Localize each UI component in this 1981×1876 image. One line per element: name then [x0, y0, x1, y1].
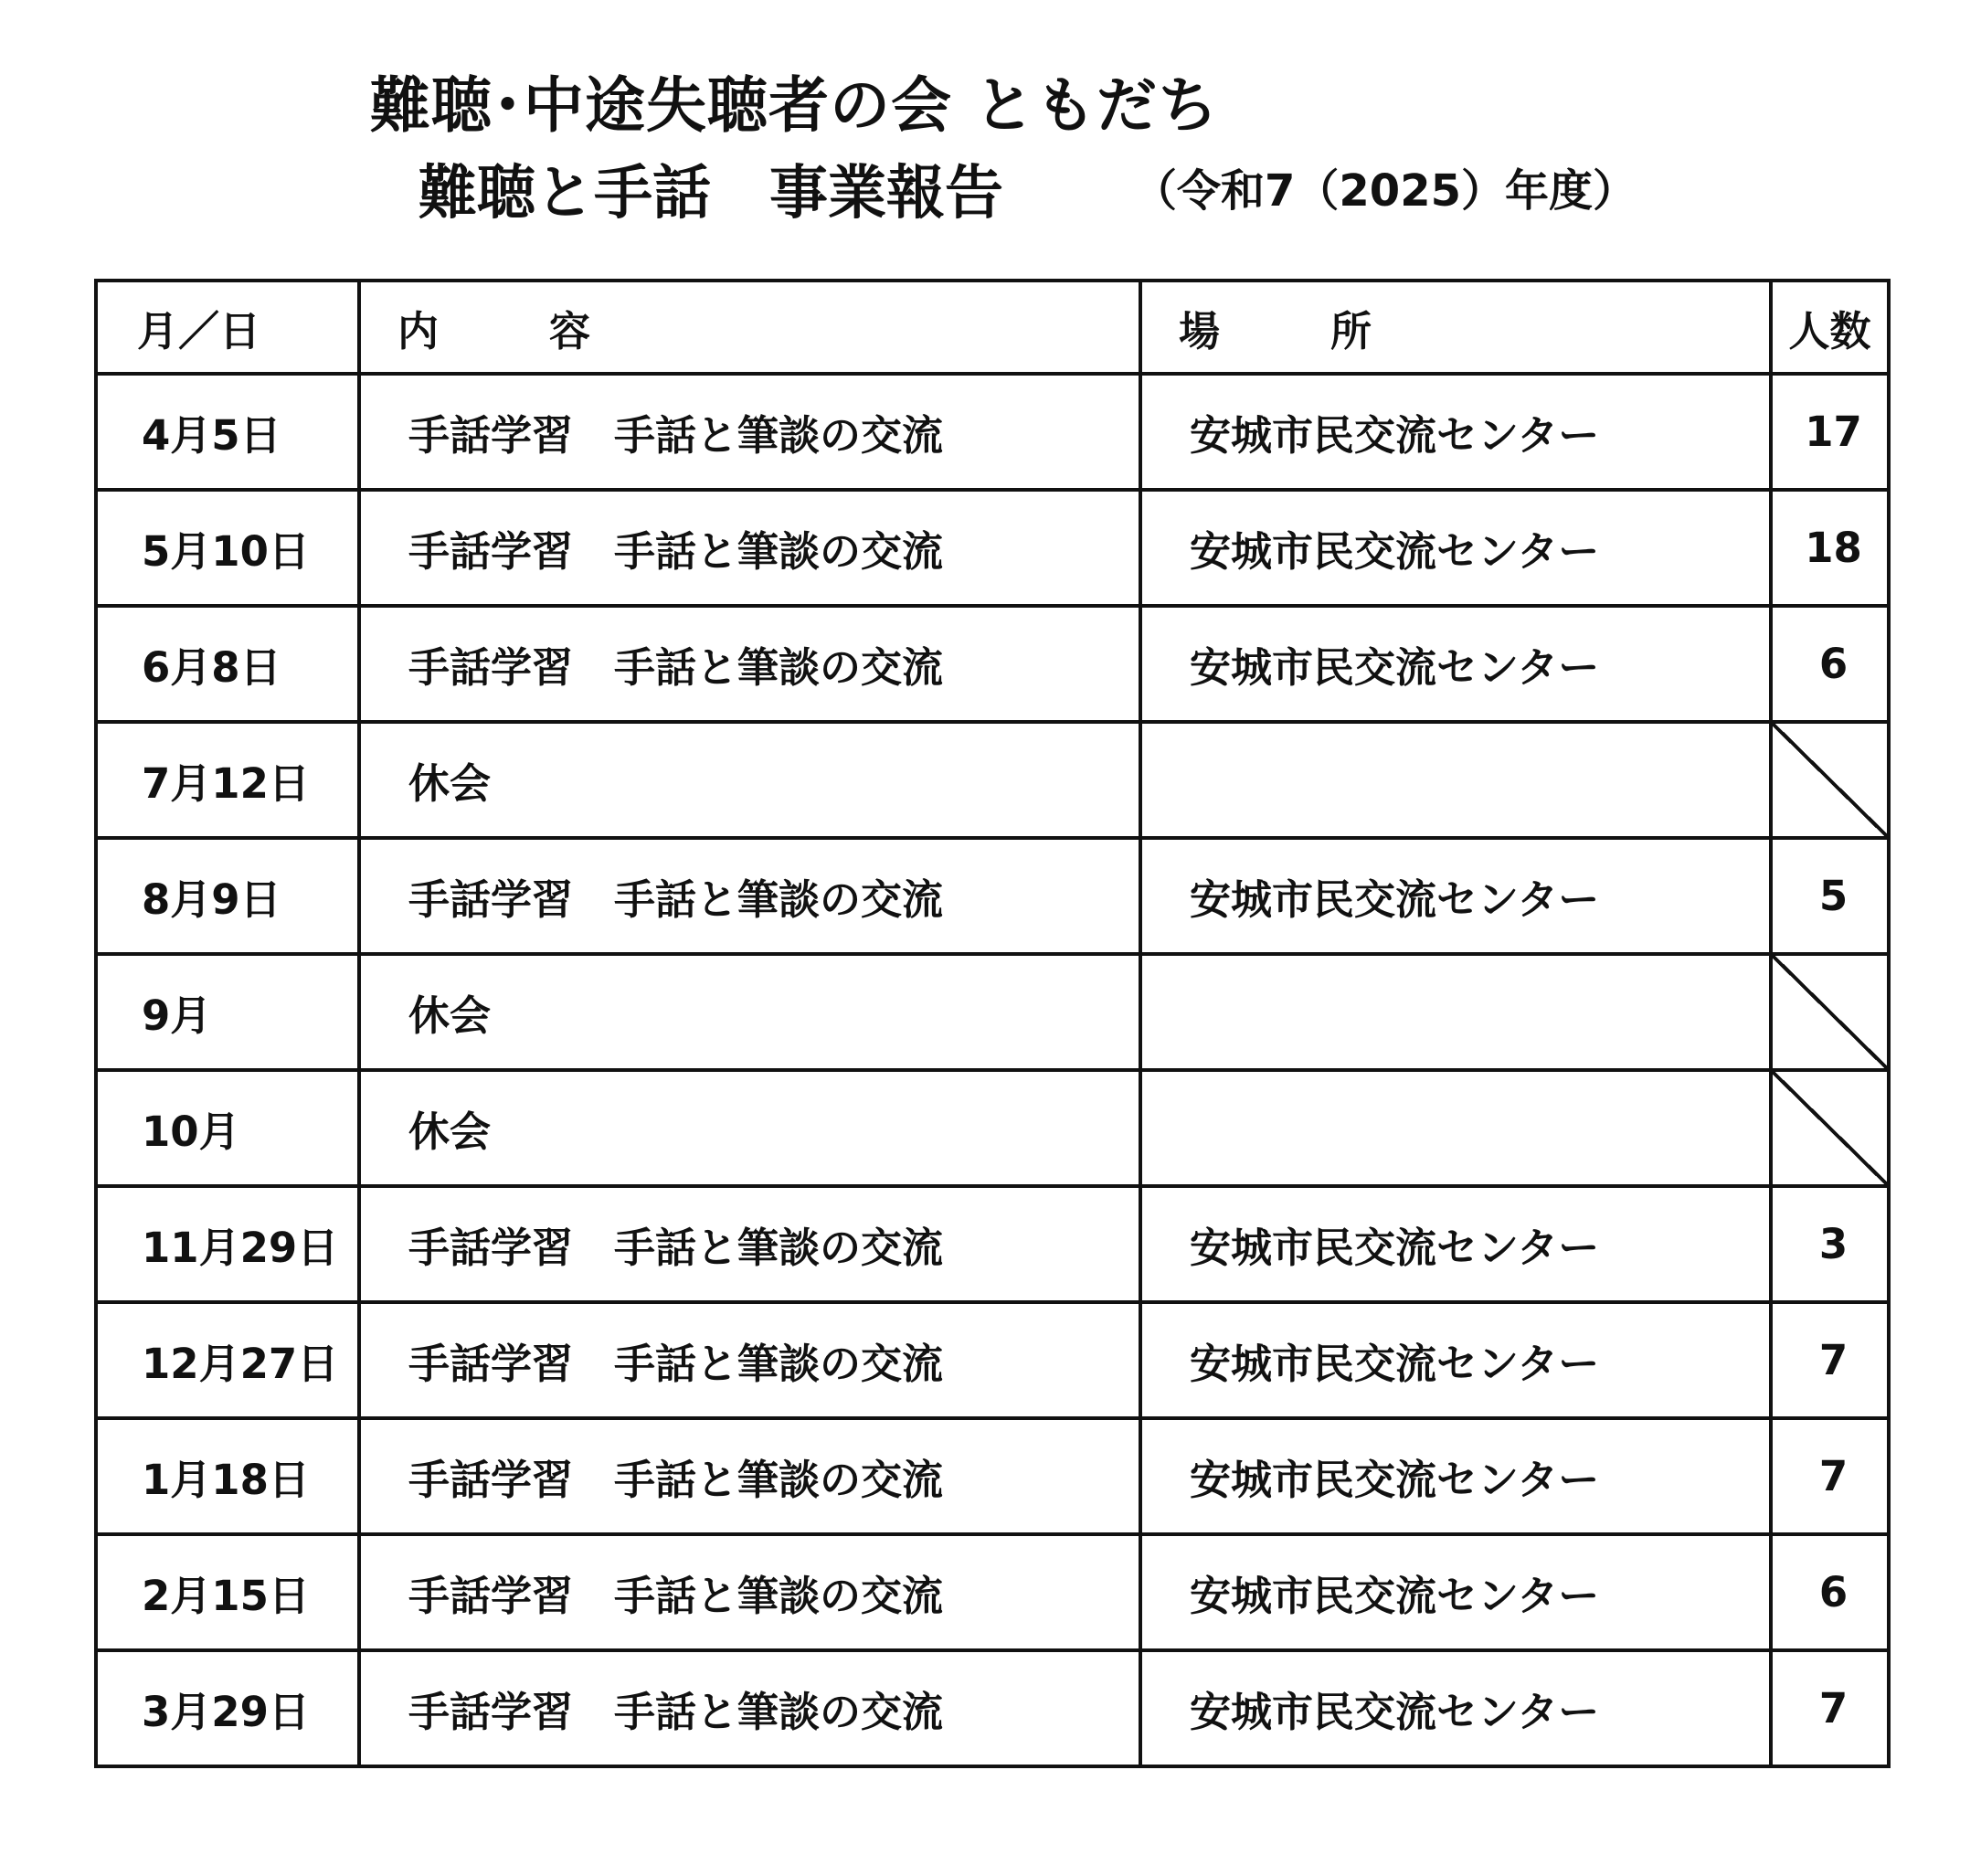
table-row [96, 606, 1889, 722]
cell-date: 2月15日 [96, 1534, 359, 1650]
cell-content: 休会 [359, 954, 1140, 1070]
cell-date: 4月5日 [96, 374, 359, 490]
cell-date: 6月8日 [96, 606, 359, 722]
table-row [96, 1418, 1889, 1534]
cell-date: 5月10日 [96, 490, 359, 606]
cell-date: 12月27日 [96, 1302, 359, 1418]
cell-place: 安城市民交流センター [1140, 490, 1771, 606]
activity-report-table [94, 279, 1891, 1768]
cell-place: 安城市民交流センター [1140, 1418, 1771, 1534]
table-row [96, 1070, 1889, 1186]
cell-count: 7 [1771, 1650, 1889, 1766]
table-row [96, 490, 1889, 606]
cell-count [1771, 722, 1889, 838]
table-body [96, 374, 1889, 1766]
cell-place: 安城市民交流センター [1140, 374, 1771, 490]
cell-count: 7 [1771, 1302, 1889, 1418]
cell-content: 手話学習 手話と筆談の交流 [359, 374, 1140, 490]
cell-count: 17 [1771, 374, 1889, 490]
cell-place: 安城市民交流センター [1140, 1534, 1771, 1650]
report-title: 難聴･中途失聴者の会 ともだち [370, 70, 1219, 141]
cell-place: 安城市民交流センター [1140, 606, 1771, 722]
table-row [96, 1650, 1889, 1766]
cell-content: 手話学習 手話と筆談の交流 [359, 838, 1140, 954]
cell-count: 7 [1771, 1418, 1889, 1534]
cell-count [1771, 954, 1889, 1070]
column-header-place: 場 所 [1140, 281, 1771, 374]
cell-count: 6 [1771, 606, 1889, 722]
column-header-count: 人数 [1771, 281, 1889, 374]
cell-place: 安城市民交流センター [1140, 1650, 1771, 1766]
cell-date: 10月 [96, 1070, 359, 1186]
cell-place: 安城市民交流センター [1140, 838, 1771, 954]
table-row [96, 374, 1889, 490]
table-row [96, 954, 1889, 1070]
cell-place [1140, 954, 1771, 1070]
cell-date: 3月29日 [96, 1650, 359, 1766]
cell-content: 手話学習 手話と筆談の交流 [359, 490, 1140, 606]
cell-content: 手話学習 手話と筆談の交流 [359, 1418, 1140, 1534]
cell-content: 手話学習 手話と筆談の交流 [359, 1650, 1140, 1766]
table-header-row [96, 281, 1889, 374]
column-header-date: 月／日 [96, 281, 359, 374]
table-row [96, 838, 1889, 954]
cell-content: 手話学習 手話と筆談の交流 [359, 1186, 1140, 1302]
cell-date: 8月9日 [96, 838, 359, 954]
cell-count: 18 [1771, 490, 1889, 606]
cell-content: 休会 [359, 722, 1140, 838]
cell-date: 1月18日 [96, 1418, 359, 1534]
cell-count: 3 [1771, 1186, 1889, 1302]
cell-content: 手話学習 手話と筆談の交流 [359, 1302, 1140, 1418]
cell-place: 安城市民交流センター [1140, 1302, 1771, 1418]
table-row [96, 1302, 1889, 1418]
cell-date: 9月 [96, 954, 359, 1070]
cell-content: 手話学習 手話と筆談の交流 [359, 606, 1140, 722]
cell-place: 安城市民交流センター [1140, 1186, 1771, 1302]
cell-count: 6 [1771, 1534, 1889, 1650]
table-row [96, 722, 1889, 838]
column-header-content: 内 容 [359, 281, 1140, 374]
table-row [96, 1186, 1889, 1302]
cell-count [1771, 1070, 1889, 1186]
cell-date: 11月29日 [96, 1186, 359, 1302]
report-subtitle: 難聴と手話 事業報告 [418, 160, 1003, 228]
cell-count: 5 [1771, 838, 1889, 954]
cell-content: 休会 [359, 1070, 1140, 1186]
fiscal-year-label: （令和7（2025）年度） [1133, 165, 1637, 217]
table-row [96, 1534, 1889, 1650]
cell-place [1140, 1070, 1771, 1186]
cell-place [1140, 722, 1771, 838]
cell-content: 手話学習 手話と筆談の交流 [359, 1534, 1140, 1650]
cell-date: 7月12日 [96, 722, 359, 838]
